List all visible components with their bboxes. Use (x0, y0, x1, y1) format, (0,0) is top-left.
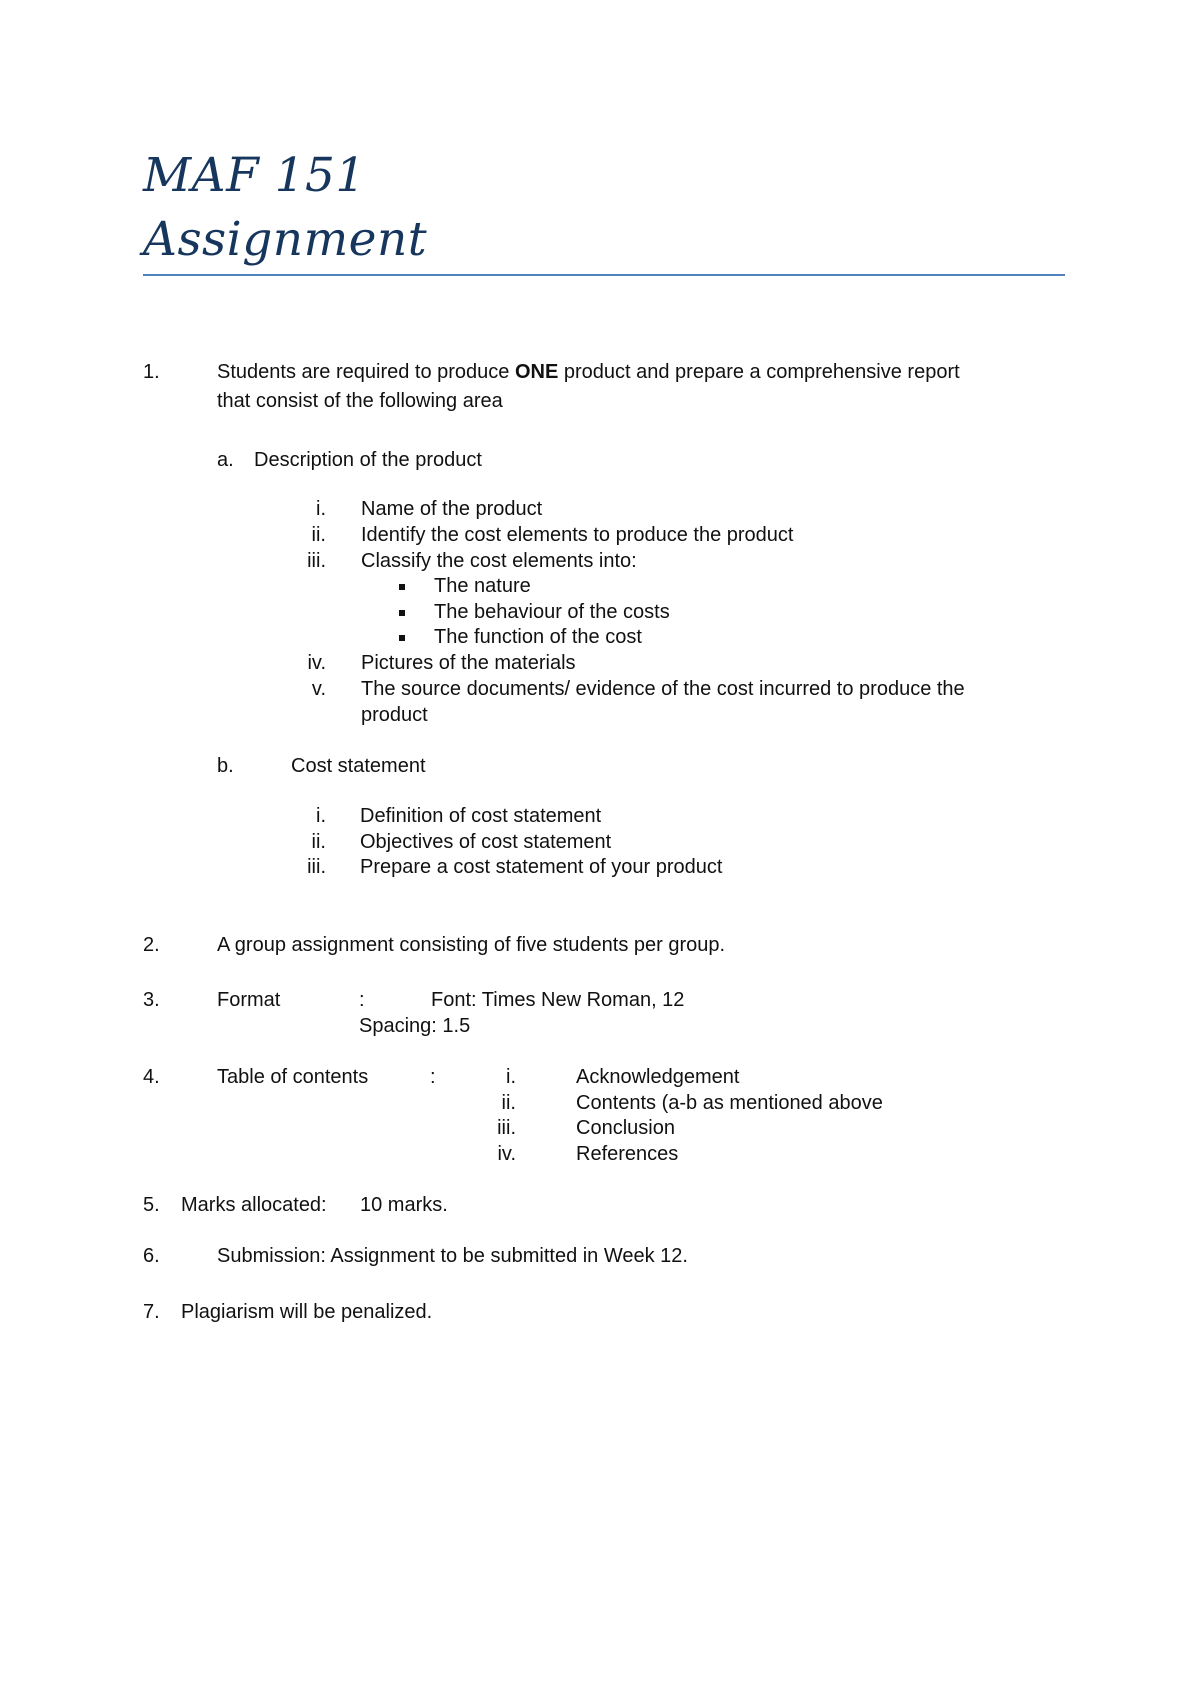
bullet-text: The nature (434, 575, 531, 597)
item-1-text-before: Students are required to produce (217, 361, 515, 383)
toc-item-text: References (576, 1143, 679, 1165)
sub-b-item-text: Definition of cost statement (360, 805, 602, 827)
item-6-number: 6. (143, 1245, 160, 1267)
sub-a-marker: a. (217, 449, 234, 471)
item-7-text: Plagiarism will be penalized. (181, 1301, 433, 1323)
sub-a-item-num: iii. (307, 550, 326, 572)
sub-a-item-num: i. (316, 498, 326, 520)
item-4-colon: : (430, 1066, 436, 1088)
item-3-colon: : (359, 989, 365, 1011)
bullet-text: The behaviour of the costs (434, 601, 670, 623)
sub-a-item-text: Classify the cost elements into: (361, 550, 637, 572)
sub-a-item-num: iv. (307, 652, 326, 674)
sub-b-marker: b. (217, 755, 234, 777)
item-4-number: 4. (143, 1066, 160, 1088)
sub-a-item-text: Pictures of the materials (361, 652, 576, 674)
item-3-number: 3. (143, 989, 160, 1011)
item-3-spacing: Spacing: 1.5 (359, 1015, 471, 1037)
sub-a-item-num: ii. (311, 524, 326, 546)
toc-item-num: i. (506, 1066, 516, 1088)
item-7-number: 7. (143, 1301, 160, 1323)
item-1-text-bold: ONE (514, 361, 559, 383)
item-5-number: 5. (143, 1194, 160, 1216)
sub-a-item-num: v. (311, 678, 326, 700)
title-rule (143, 274, 1065, 276)
item-1-number: 1. (143, 361, 160, 383)
square-bullet-icon (399, 610, 405, 616)
toc-item-num: ii. (501, 1092, 516, 1114)
sub-b-label: Cost statement (291, 755, 426, 777)
item-5-value: 10 marks. (360, 1194, 448, 1216)
sub-a-item-text: The source documents/ evidence of the cost incurred to produce the (361, 678, 965, 700)
title-line-2: Assignment (143, 212, 428, 267)
title-line-1: MAF 151 (143, 148, 366, 203)
item-6-text: Submission: Assignment to be submitted in Week 12. (217, 1245, 688, 1267)
item-1-text-after: product and prepare a comprehensive report (558, 361, 960, 383)
item-4-label: Table of contents (217, 1066, 369, 1088)
toc-item-num: iv. (497, 1143, 516, 1165)
sub-a-item-text: Identify the cost elements to produce the product (361, 524, 794, 546)
item-2-number: 2. (143, 934, 160, 956)
sub-b-item-num: iii. (307, 856, 326, 878)
square-bullet-icon (399, 635, 405, 641)
sub-b-item-num: ii. (311, 831, 326, 853)
sub-a-item-text-continued: product (361, 704, 428, 726)
toc-item-text: Conclusion (576, 1117, 675, 1139)
square-bullet-icon (399, 584, 405, 590)
toc-item-num: iii. (497, 1117, 516, 1139)
item-1-text-line-2: that consist of the following area (217, 390, 503, 412)
sub-a-label: Description of the product (254, 449, 482, 471)
sub-b-item-text: Prepare a cost statement of your product (360, 856, 723, 878)
bullet-text: The function of the cost (434, 626, 642, 648)
sub-a-item-text: Name of the product (361, 498, 543, 520)
toc-item-text: Contents (a-b as mentioned above (576, 1092, 883, 1114)
sub-b-item-text: Objectives of cost statement (360, 831, 612, 853)
item-1-text (217, 362, 960, 382)
item-3-label: Format (217, 989, 281, 1011)
toc-item-text: Acknowledgement (576, 1066, 740, 1088)
item-5-label: Marks allocated: (181, 1194, 327, 1216)
sub-b-item-num: i. (316, 805, 326, 827)
item-2-text: A group assignment consisting of five students per group. (217, 934, 726, 956)
item-3-font: Font: Times New Roman, 12 (431, 989, 685, 1011)
